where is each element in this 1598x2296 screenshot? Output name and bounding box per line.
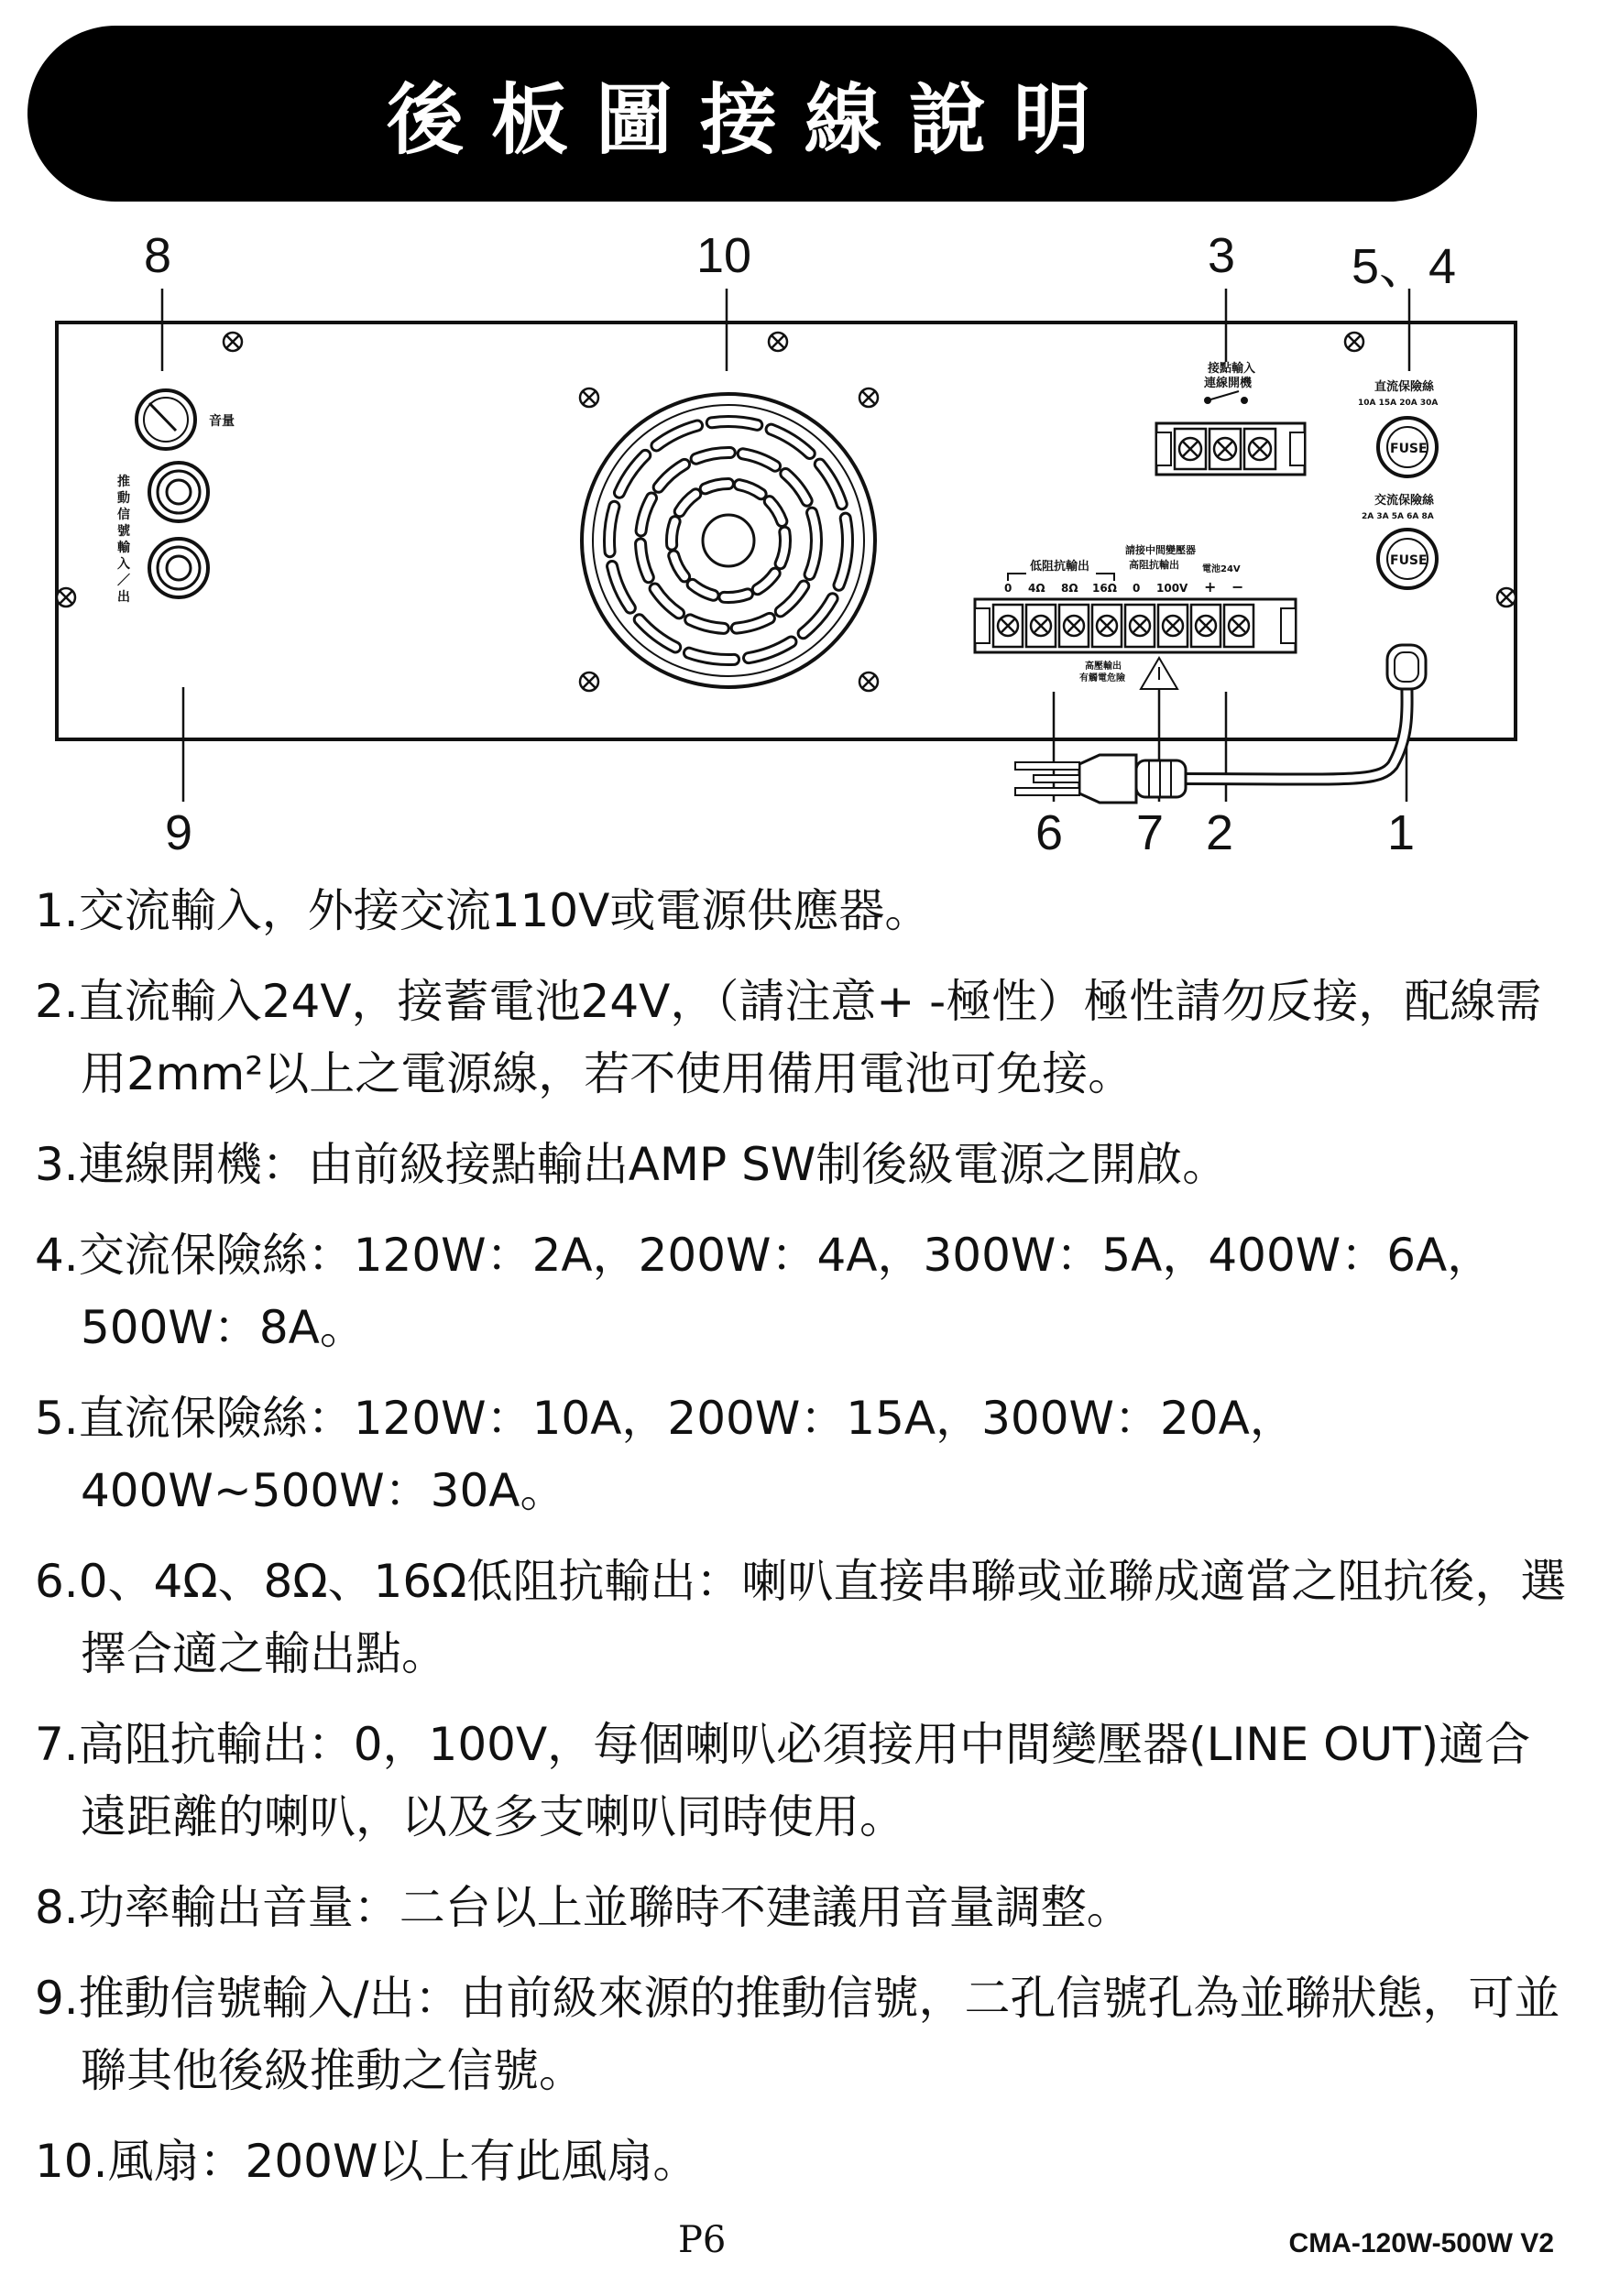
term-high-0: 0 (1133, 582, 1141, 595)
ac-fuse-values: 2A 3A 5A 6A 8A (1362, 512, 1434, 521)
svg-text:出: 出 (117, 590, 130, 605)
list-item: 5.直流保險絲：120W：10A，200W：15A，300W：20A，400W~500W：30A。 (35, 1392, 1296, 1517)
list-item: 10.風扇：200W以上有此風扇。 (35, 2135, 699, 2188)
output-terminal-block (975, 599, 1296, 652)
term-0: 0 (1004, 582, 1012, 595)
svg-text:推: 推 (117, 475, 130, 489)
svg-text:入: 入 (117, 557, 130, 572)
warning-line-2: 有觸電危險 (1079, 673, 1125, 683)
rear-panel-diagram (0, 220, 1598, 806)
callout-2: 2 (1206, 805, 1234, 860)
transformer-note: 請接中間變壓器 (1125, 544, 1196, 556)
model-number: CMA-120W-500W V2 (1288, 2228, 1554, 2258)
page-number: P6 (678, 2219, 727, 2261)
term-minus: − (1231, 578, 1244, 596)
signal-io-vertical-label (117, 474, 130, 605)
callout-6: 6 (1035, 805, 1064, 860)
list-item: 6.0、4Ω、8Ω、16Ω低阻抗輸出：喇叭直接串聯或並聯成適當之阻抗後，選擇合適之輸出點。 (35, 1555, 1567, 1680)
callout-1: 1 (1387, 805, 1416, 860)
term-8ohm: 8Ω (1061, 582, 1078, 595)
fan-grille (582, 394, 875, 687)
svg-text:／: ／ (117, 574, 130, 588)
wiring-description-list (35, 875, 1574, 2216)
callout-8: 8 (144, 228, 172, 283)
list-item: 2.直流輸入24V，接蓄電池24V，（請注意+ -極性）極性請勿反接，配線需用2mm²以上之電源線，若不使用備用電池可免接。 (35, 975, 1542, 1100)
remote-power-label: 連線開機 (1204, 377, 1253, 390)
low-impedance-label: 低阻抗輸出 (1030, 560, 1090, 574)
list-item: 9.推動信號輸入/出：由前級來源的推動信號，二孔信號孔為並聯狀態，可並聯其他後級推動之信號。 (35, 1972, 1560, 2097)
ac-power-cord (1182, 645, 1426, 780)
svg-text:動: 動 (117, 491, 130, 506)
svg-text:FUSE: FUSE (1390, 442, 1428, 456)
volume-label: 音量 (209, 414, 235, 429)
term-16ohm: 16Ω (1092, 582, 1117, 595)
volume-knob (137, 390, 195, 449)
list-item: 7.高阻抗輸出：0，100V，每個喇叭必須接用中間變壓器(LINE OUT)適合遠距離的喇叭，以及多支喇叭同時使用。 (35, 1718, 1531, 1843)
dc-fuse-holder (1378, 418, 1437, 476)
dc-fuse-values: 10A 15A 20A 30A (1358, 399, 1439, 408)
callout-5-4: 5、4 (1352, 239, 1457, 294)
page-title: 後板圖接線說明 (386, 73, 1118, 165)
contact-input-label: 接點輸入 (1208, 362, 1256, 376)
power-plug-icon (1015, 755, 1186, 803)
list-item: 3.連線開機：由前級接點輸出AMP SW制後級電源之開啟。 (35, 1138, 1229, 1191)
battery-label: 電池24V (1202, 564, 1241, 574)
callout-7: 7 (1136, 805, 1165, 860)
svg-text:輸: 輸 (117, 541, 130, 555)
callout-3: 3 (1208, 228, 1236, 283)
term-plus: + (1204, 578, 1217, 596)
high-impedance-label: 高阻抗輸出 (1129, 559, 1179, 571)
contact-terminal-block (1156, 423, 1305, 475)
term-100v: 100V (1156, 582, 1188, 595)
dc-fuse-label: 直流保險絲 (1374, 380, 1435, 394)
list-item: 8.功率輸出音量：二台以上並聯時不建議用音量調整。 (35, 1881, 1133, 1934)
svg-text:信: 信 (117, 508, 130, 522)
warning-triangle-icon (1141, 658, 1177, 689)
list-item: 4.交流保險絲：120W：2A，200W：4A，300W：5A，400W：6A，500W：8A。 (35, 1229, 1494, 1354)
signal-jacks (149, 463, 208, 597)
callout-9: 9 (165, 805, 193, 860)
callout-10: 10 (696, 228, 752, 283)
svg-text:號: 號 (117, 524, 130, 539)
svg-text:FUSE: FUSE (1390, 553, 1428, 568)
list-item: 1.交流輸入，外接交流110V或電源供應器。 (35, 884, 931, 937)
ac-fuse-label: 交流保險絲 (1374, 494, 1435, 508)
warning-line-1: 高壓輸出 (1085, 661, 1122, 672)
term-4ohm: 4Ω (1028, 582, 1045, 595)
title-banner (27, 26, 1477, 202)
switch-symbol (1205, 391, 1247, 403)
ac-fuse-holder (1378, 530, 1437, 588)
